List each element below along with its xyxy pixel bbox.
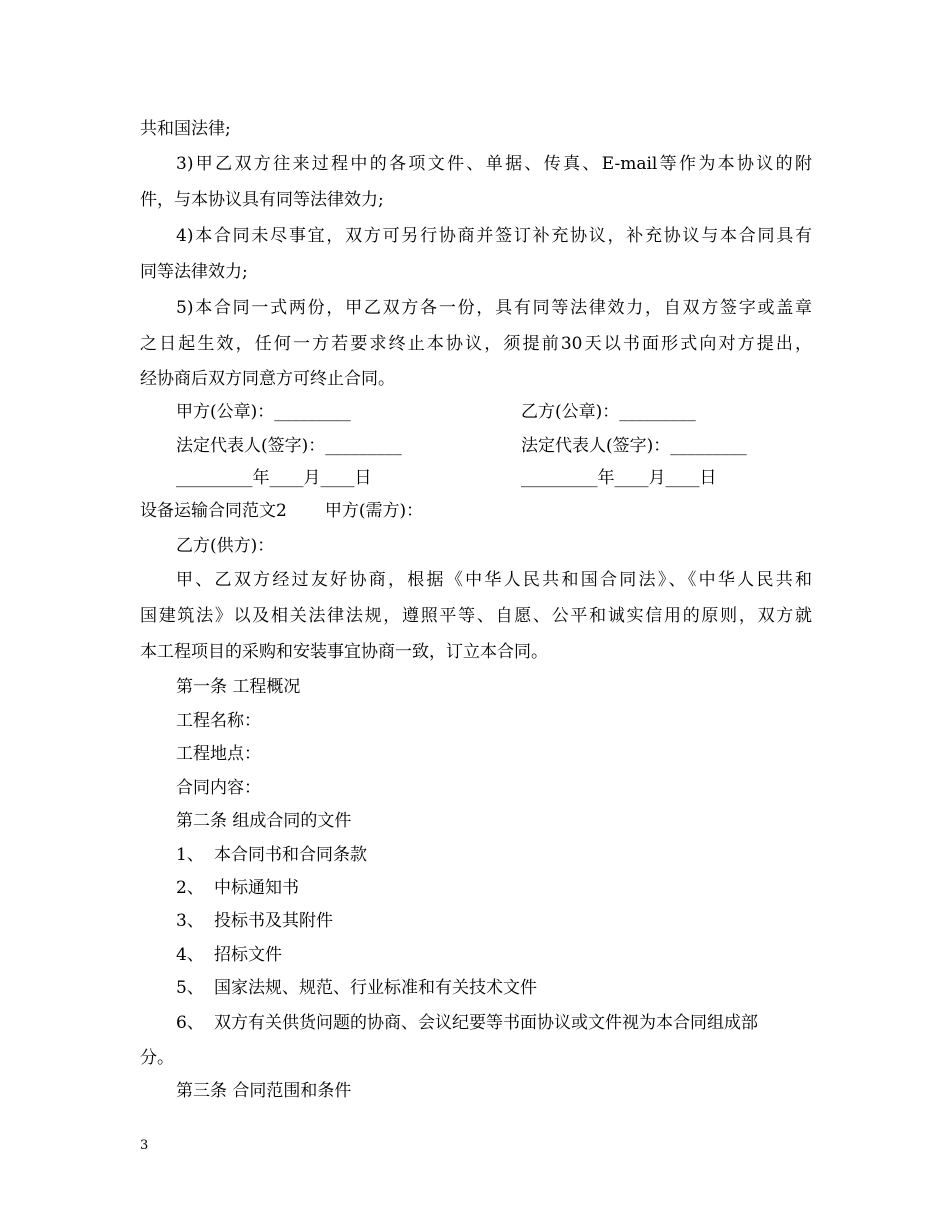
party-a-representative: 法定代表人(签字)：_________ bbox=[176, 436, 402, 456]
party-a-label: 甲方(需方)： bbox=[324, 501, 424, 521]
article-2-title: 第二条 组成合同的文件 bbox=[176, 811, 352, 831]
list-item-text: 中标通知书 bbox=[214, 878, 299, 898]
intro-line: 甲、乙双方经过友好协商，根据《中华人民共和国合同法》、《中华人民共和 bbox=[176, 570, 812, 590]
section-title-line bbox=[140, 500, 812, 522]
paragraph-line: 之日起生效，任何一方若要求终止本协议，须提前30天以书面形式向对方提出， bbox=[140, 334, 812, 354]
list-item-number: 6、 bbox=[176, 1013, 204, 1033]
list-item-text: 投标书及其附件 bbox=[214, 911, 333, 931]
list-item-text: 国家法规、规范、行业标准和有关技术文件 bbox=[214, 978, 537, 998]
paragraph-line: 共和国法律; bbox=[140, 119, 231, 139]
list-item bbox=[176, 844, 812, 866]
list-item bbox=[176, 910, 812, 932]
paragraph-line: 同等法律效力; bbox=[140, 262, 248, 282]
list-item-number: 3、 bbox=[176, 911, 204, 931]
article-3-title: 第三条 合同范围和条件 bbox=[176, 1081, 352, 1101]
list-item bbox=[176, 877, 812, 899]
list-item-number: 4、 bbox=[176, 945, 204, 965]
list-item-continuation: 分。 bbox=[140, 1048, 174, 1068]
paragraph-line: 经协商后双方同意方可终止合同。 bbox=[140, 369, 395, 389]
party-a-date: _________年____月____日 bbox=[176, 468, 372, 488]
contract-content-label: 合同内容： bbox=[176, 778, 261, 798]
list-item bbox=[176, 977, 812, 999]
party-b-seal: 乙方(公章)：_________ bbox=[521, 402, 696, 422]
party-a-seal: 甲方(公章)：_________ bbox=[176, 402, 351, 422]
party-b-label: 乙方(供方)： bbox=[176, 536, 275, 556]
party-b-representative: 法定代表人(签字)：_________ bbox=[521, 436, 747, 456]
project-name-label: 工程名称： bbox=[176, 711, 261, 731]
paragraph-line: 件，与本协议具有同等法律效力; bbox=[140, 190, 384, 210]
intro-line: 本工程项目的采购和安装事宜协商一致，订立本合同。 bbox=[140, 642, 548, 662]
list-item-number: 1、 bbox=[176, 845, 204, 865]
list-item-text: 招标文件 bbox=[214, 945, 282, 965]
list-item-text: 双方有关供货问题的协商、会议纪要等书面协议或文件视为本合同组成部 bbox=[214, 1013, 758, 1033]
list-item-text: 本合同书和合同条款 bbox=[214, 845, 367, 865]
party-b-date: _________年____月____日 bbox=[521, 468, 717, 488]
list-item-number: 2、 bbox=[176, 878, 204, 898]
article-1-title: 第一条 工程概况 bbox=[176, 677, 301, 697]
page-number: 3 bbox=[140, 1138, 149, 1153]
list-item bbox=[176, 1012, 812, 1034]
paragraph-line: 3)甲乙双方往来过程中的各项文件、单据、传真、E-mail等作为本协议的附 bbox=[176, 154, 812, 174]
section-title: 设备运输合同范文2 bbox=[140, 501, 287, 521]
list-item-number: 5、 bbox=[176, 978, 204, 998]
paragraph-line: 5)本合同一式两份，甲乙双方各一份，具有同等法律效力，自双方签字或盖章 bbox=[176, 298, 812, 318]
list-item bbox=[176, 944, 812, 966]
project-site-label: 工程地点： bbox=[176, 744, 261, 764]
paragraph-line: 4)本合同未尽事宜，双方可另行协商并签订补充协议，补充协议与本合同具有 bbox=[176, 226, 812, 246]
intro-line: 国建筑法》以及相关法律法规，遵照平等、自愿、公平和诚实信用的原则，双方就 bbox=[140, 606, 812, 626]
